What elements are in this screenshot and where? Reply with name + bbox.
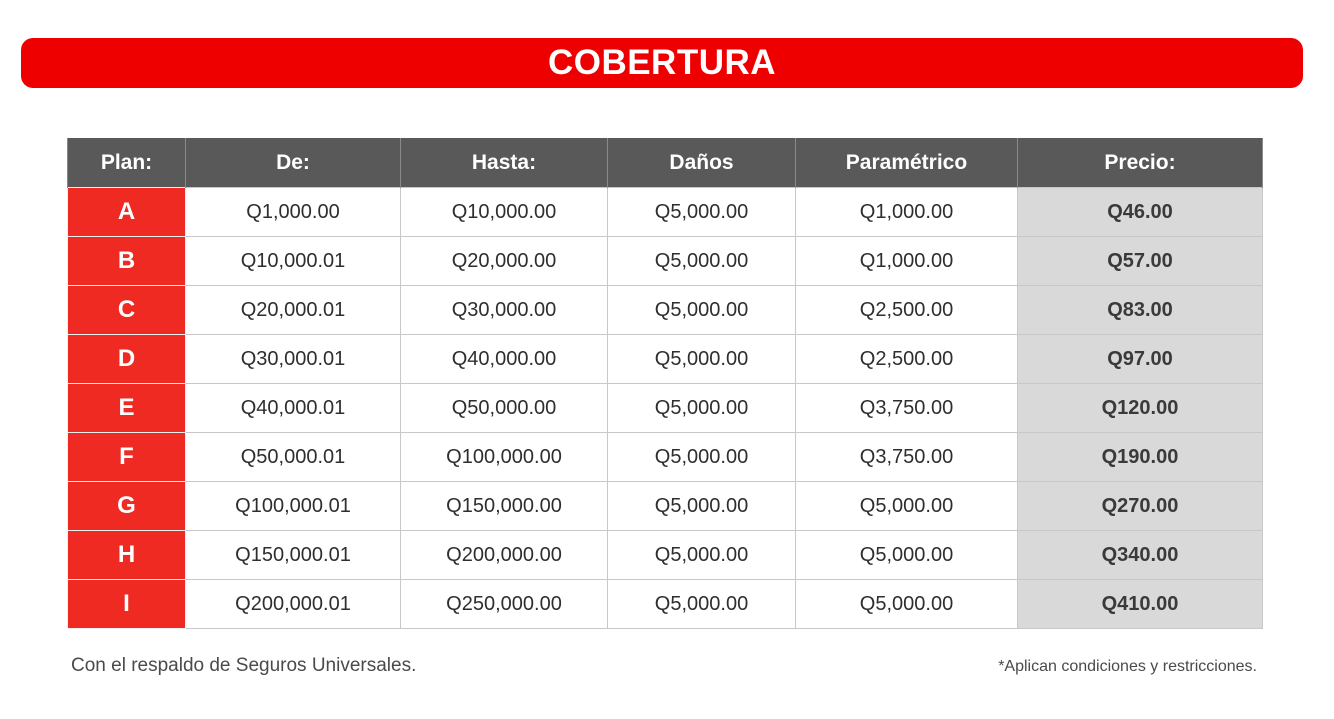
plan-cell: H xyxy=(68,531,186,580)
danos-cell: Q5,000.00 xyxy=(608,580,796,629)
hasta-cell: Q100,000.00 xyxy=(401,433,608,482)
precio-cell: Q410.00 xyxy=(1018,580,1263,629)
parametrico-cell: Q3,750.00 xyxy=(796,384,1018,433)
precio-cell: Q270.00 xyxy=(1018,482,1263,531)
header-hasta: Hasta: xyxy=(401,138,608,188)
danos-cell: Q5,000.00 xyxy=(608,286,796,335)
header-danos: Daños xyxy=(608,138,796,188)
hasta-cell: Q150,000.00 xyxy=(401,482,608,531)
parametrico-cell: Q2,500.00 xyxy=(796,286,1018,335)
parametrico-cell: Q5,000.00 xyxy=(796,482,1018,531)
coverage-table xyxy=(67,138,1263,629)
danos-cell: Q5,000.00 xyxy=(608,531,796,580)
plan-cell: B xyxy=(68,237,186,286)
de-cell: Q50,000.01 xyxy=(186,433,401,482)
danos-cell: Q5,000.00 xyxy=(608,482,796,531)
de-cell: Q40,000.01 xyxy=(186,384,401,433)
footer-backing-note: Con el respaldo de Seguros Universales. xyxy=(71,655,417,676)
table-header-row xyxy=(68,138,1263,188)
header-de: De: xyxy=(186,138,401,188)
danos-cell: Q5,000.00 xyxy=(608,384,796,433)
de-cell: Q200,000.01 xyxy=(186,580,401,629)
banner-title: COBERTURA xyxy=(547,43,777,82)
hasta-cell: Q40,000.00 xyxy=(401,335,608,384)
table-row xyxy=(68,384,1263,433)
danos-cell: Q5,000.00 xyxy=(608,237,796,286)
header-parametrico: Paramétrico xyxy=(796,138,1018,188)
parametrico-cell: Q1,000.00 xyxy=(796,237,1018,286)
plan-cell: G xyxy=(68,482,186,531)
hasta-cell: Q30,000.00 xyxy=(401,286,608,335)
footer-disclaimer: *Aplican condiciones y restricciones. xyxy=(998,658,1257,675)
header-plan: Plan: xyxy=(68,138,186,188)
plan-cell: E xyxy=(68,384,186,433)
hasta-cell: Q250,000.00 xyxy=(401,580,608,629)
table-row xyxy=(68,237,1263,286)
precio-cell: Q46.00 xyxy=(1018,188,1263,237)
parametrico-cell: Q5,000.00 xyxy=(796,531,1018,580)
danos-cell: Q5,000.00 xyxy=(608,188,796,237)
precio-cell: Q57.00 xyxy=(1018,237,1263,286)
hasta-cell: Q50,000.00 xyxy=(401,384,608,433)
precio-cell: Q120.00 xyxy=(1018,384,1263,433)
danos-cell: Q5,000.00 xyxy=(608,433,796,482)
hasta-cell: Q20,000.00 xyxy=(401,237,608,286)
table-row xyxy=(68,188,1263,237)
table-row xyxy=(68,433,1263,482)
precio-cell: Q83.00 xyxy=(1018,286,1263,335)
table-row xyxy=(68,286,1263,335)
hasta-cell: Q200,000.00 xyxy=(401,531,608,580)
de-cell: Q30,000.01 xyxy=(186,335,401,384)
precio-cell: Q340.00 xyxy=(1018,531,1263,580)
header-precio: Precio: xyxy=(1018,138,1263,188)
table-row xyxy=(68,482,1263,531)
plan-cell: A xyxy=(68,188,186,237)
coverage-banner xyxy=(21,38,1303,88)
plan-cell: D xyxy=(68,335,186,384)
table-row xyxy=(68,335,1263,384)
table-row xyxy=(68,580,1263,629)
hasta-cell: Q10,000.00 xyxy=(401,188,608,237)
de-cell: Q100,000.01 xyxy=(186,482,401,531)
de-cell: Q150,000.01 xyxy=(186,531,401,580)
parametrico-cell: Q3,750.00 xyxy=(796,433,1018,482)
danos-cell: Q5,000.00 xyxy=(608,335,796,384)
de-cell: Q20,000.01 xyxy=(186,286,401,335)
table-row xyxy=(68,531,1263,580)
parametrico-cell: Q2,500.00 xyxy=(796,335,1018,384)
plan-cell: I xyxy=(68,580,186,629)
plan-cell: F xyxy=(68,433,186,482)
parametrico-cell: Q1,000.00 xyxy=(796,188,1018,237)
precio-cell: Q97.00 xyxy=(1018,335,1263,384)
precio-cell: Q190.00 xyxy=(1018,433,1263,482)
plan-cell: C xyxy=(68,286,186,335)
parametrico-cell: Q5,000.00 xyxy=(796,580,1018,629)
de-cell: Q10,000.01 xyxy=(186,237,401,286)
de-cell: Q1,000.00 xyxy=(186,188,401,237)
